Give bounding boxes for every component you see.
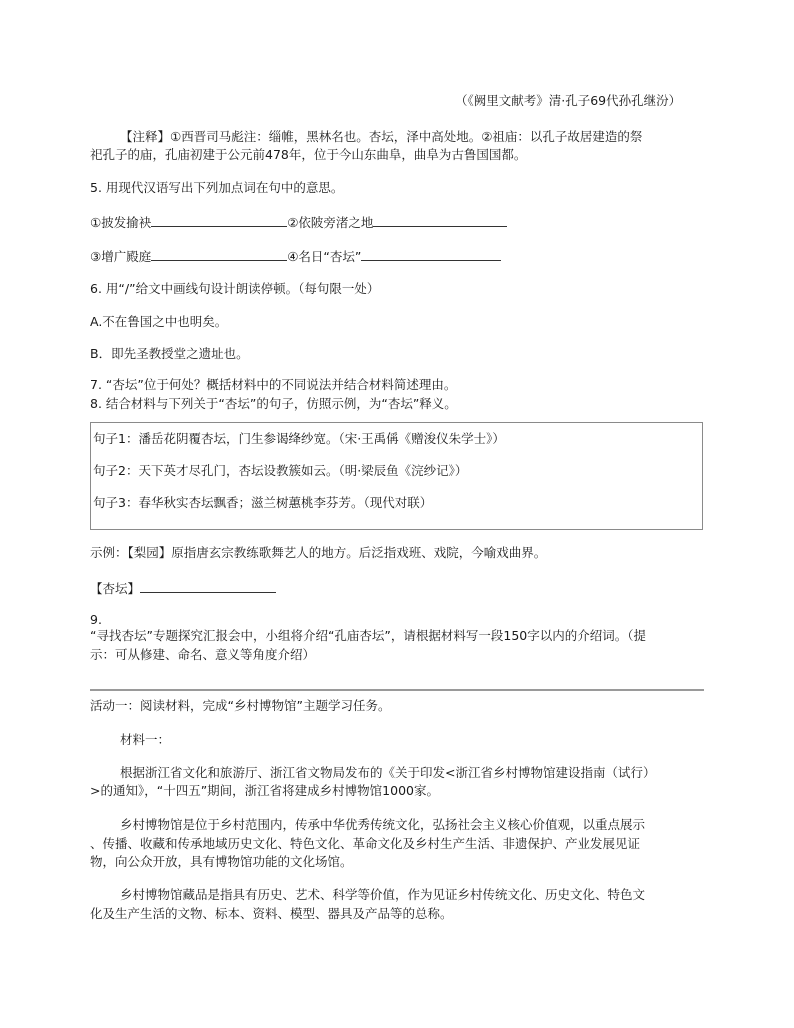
sentence-3: 句子3：春华秋实杏坛飘香；滋兰树蕙桃李芬芳。（现代对联） bbox=[93, 495, 433, 510]
example-definition: 示例：【梨园】原指唐玄宗教练歌舞艺人的地方。后泛指戏班、戏院，今喻戏曲界。 bbox=[90, 545, 547, 560]
answer-blank bbox=[140, 579, 276, 593]
notes-line-2: 祀孔子的庙，孔庙初建于公元前478年，位于今山东曲阜，曲阜为古鲁国国都。 bbox=[90, 147, 527, 162]
answer-blank bbox=[151, 247, 287, 261]
paragraph-1-line-2: >的通知》，“十四五”期间，浙江省将建成乡村博物馆1000家。 bbox=[90, 783, 439, 798]
notes-line-1: 【注释】①西晋司马彪注：缁帷，黑林名也。杏坛，泽中高处地。②祖庙：以孔子故居建造的祭 bbox=[120, 129, 643, 144]
question-9-number: 9. bbox=[90, 612, 102, 627]
paragraph-1-line-1: 根据浙江省文化和旅游厅、浙江省文物局发布的《关于印发<浙江省乡村博物馆建设指南（试行） bbox=[120, 765, 656, 780]
question-7-stem: 7. “杏坛”位于何处？概括材料中的不同说法并结合材料简述理由。 bbox=[90, 377, 457, 392]
answer-blank bbox=[151, 213, 287, 227]
question-6-stem: 6. 用“/”给文中画线句设计朗读停顿。（每句限一处） bbox=[90, 281, 380, 296]
answer-label: 【杏坛】 bbox=[90, 581, 141, 596]
answer-blank bbox=[361, 247, 501, 261]
question-8-stem: 8. 结合材料与下列关于“杏坛”的句子，仿照示例，为“杏坛”释义。 bbox=[90, 396, 457, 411]
q5-item-2: ②依陂旁渚之地 bbox=[287, 215, 374, 230]
paragraph-2-line-1: 乡村博物馆是位于乡村范围内，传承中华优秀传统文化，弘扬社会主义核心价值观，以重点展示 bbox=[120, 817, 646, 832]
sentence-2: 句子2：天下英才尽孔门，杏坛设教簇如云。（明·梁辰鱼《浣纱记》） bbox=[93, 463, 468, 478]
q5-item-4: ④名日“杏坛” bbox=[287, 249, 362, 264]
question-9-line-2: 示：可从修建、命名、意义等角度介绍） bbox=[90, 647, 316, 662]
activity-title: 活动一：阅读材料，完成“乡村博物馆”主题学习任务。 bbox=[90, 698, 391, 713]
material-label: 材料一： bbox=[120, 732, 171, 747]
q5-item-3: ③增广殿庭 bbox=[90, 249, 152, 264]
source-citation: （《阙里文献考》清·孔子69代孙孔继汾） bbox=[455, 93, 682, 108]
paragraph-2-line-2: 、传播、收藏和传承地域历史文化、特色文化、革命文化及乡村生产生活、非遗保护、产业发展见证 bbox=[90, 836, 641, 851]
paragraph-3-line-1: 乡村博物馆藏品是指具有历史、艺术、科学等价值，作为见证乡村传统文化、历史文化、特色文 bbox=[120, 887, 646, 902]
answer-blank bbox=[373, 213, 507, 227]
q5-item-1: ①披发揄袂 bbox=[90, 215, 152, 230]
question-9-line-1: “寻找杏坛”专题探究汇报会中，小组将介绍“孔庙杏坛”，请根据材料写一段150字以内的介绍词。（提 bbox=[90, 628, 647, 643]
question-6-option-b: B．即先圣教授堂之遗址也。 bbox=[90, 346, 249, 361]
question-6-option-a: A.不在鲁国之中也明矣。 bbox=[90, 314, 228, 329]
sentence-1: 句子1：潘岳花阴覆杏坛，门生参谒绛纱宽。（宋·王禹偁《赠浚仪朱学士》） bbox=[93, 431, 505, 446]
question-5-row-1 bbox=[90, 213, 507, 231]
question-8-answer-row bbox=[90, 579, 276, 597]
question-5-row-2 bbox=[90, 247, 501, 265]
question-5-stem: 5. 用现代汉语写出下列加点词在句中的意思。 bbox=[90, 180, 344, 195]
paragraph-3-line-2: 化及生产生活的文物、标本、资料、模型、器具及产品等的总称。 bbox=[90, 906, 453, 921]
section-divider bbox=[90, 689, 704, 691]
paragraph-2-line-3: 物，向公众开放，具有博物馆功能的文化场馆。 bbox=[90, 854, 353, 869]
